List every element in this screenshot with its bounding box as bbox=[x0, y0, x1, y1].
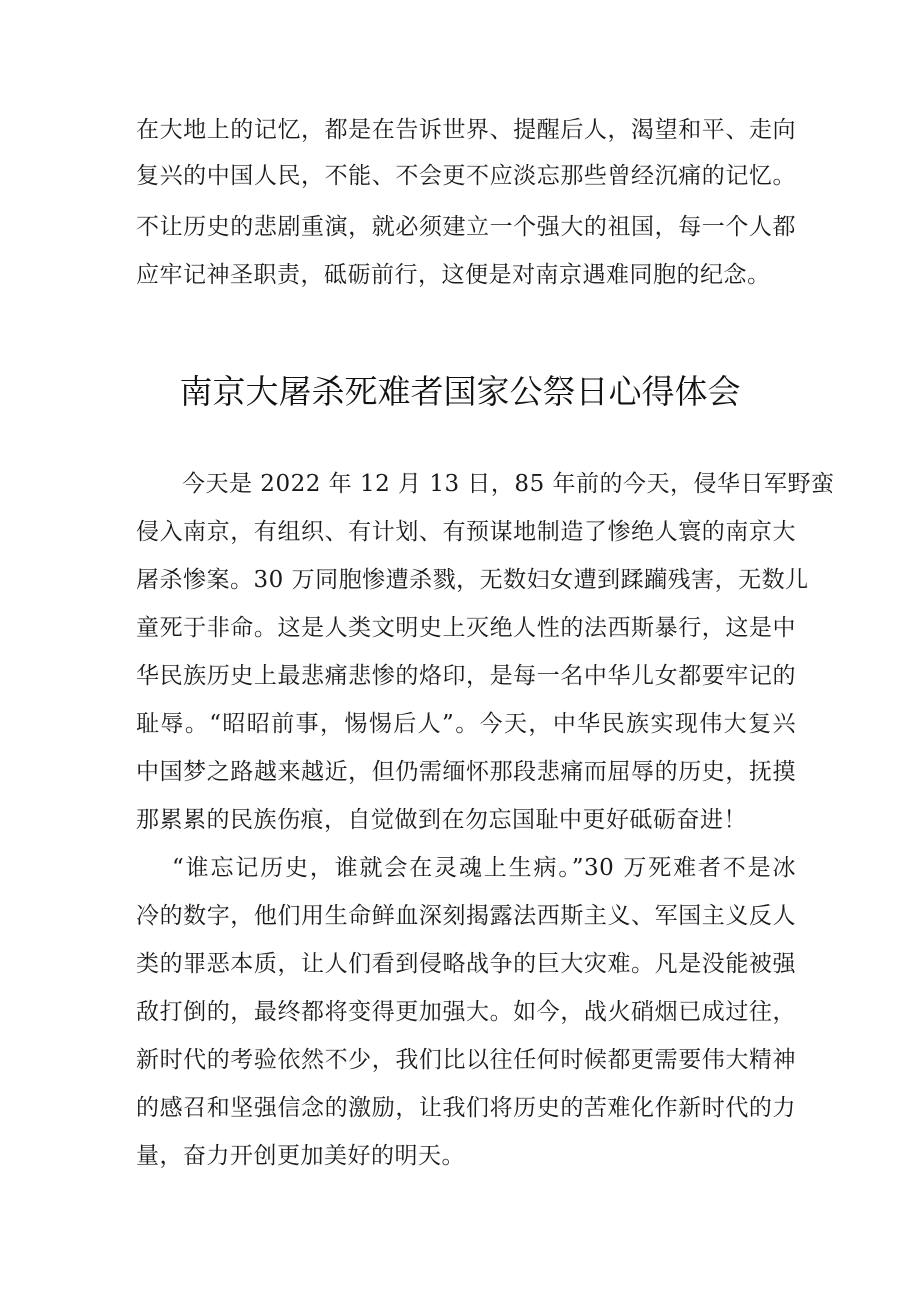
intro-line-2: 复兴的中国人民，不能、不会更不应淡忘那些曾经沉痛的记忆。 bbox=[136, 163, 796, 189]
p2-line-3: 类的罪恶本质，让人们看到侵略战争的巨大灾难。凡是没能被强 bbox=[136, 951, 796, 977]
p2-line-2: 冷的数字，他们用生命鲜血深刻揭露法西斯主义、军国主义反人 bbox=[136, 903, 796, 929]
p1-line-2: 侵入南京，有组织、有计划、有预谋地制造了惨绝人寰的南京大 bbox=[136, 519, 796, 545]
p2-line-1: “谁忘记历史，谁就会在灵魂上生病。”30 万死难者不是冰 bbox=[172, 855, 796, 881]
p1-line-5: 华民族历史上最悲痛悲惨的烙印，是每一名中华儿女都要牢记的 bbox=[136, 663, 796, 689]
intro-line-1: 在大地上的记忆，都是在告诉世界、提醒后人，渴望和平、走向 bbox=[136, 117, 796, 143]
p1-line-4: 童死于非命。这是人类文明史上灭绝人性的法西斯暴行，这是中 bbox=[136, 615, 796, 641]
p1-line-3: 屠杀惨案。30 万同胞惨遭杀戮，无数妇女遭到蹂躏残害，无数儿 bbox=[136, 567, 809, 593]
p2-line-6: 的感召和坚强信念的激励，让我们将历史的苦难化作新时代的力 bbox=[136, 1095, 796, 1121]
p1-line-1: 今天是 2022 年 12 月 13 日，85 年前的今天，侵华日军野蛮 bbox=[182, 471, 835, 497]
p1-line-8: 那累累的民族伤痕，自觉做到在勿忘国耻中更好砥砺奋进！ bbox=[136, 807, 747, 833]
intro-line-4: 应牢记神圣职责，砥砺前行，这便是对南京遇难同胞的纪念。 bbox=[136, 262, 771, 288]
p2-line-4: 敌打倒的，最终都将变得更加强大。如今，战火硝烟已成过往， bbox=[136, 999, 796, 1025]
p2-line-7: 量，奋力开创更加美好的明天。 bbox=[136, 1143, 465, 1169]
p2-line-5: 新时代的考验依然不少，我们比以往任何时候都更需要伟大精神 bbox=[136, 1047, 796, 1073]
intro-line-3: 不让历史的悲剧重演，就必须建立一个强大的祖国，每一个人都 bbox=[136, 214, 796, 240]
p1-line-7: 中国梦之路越来越近，但仍需缅怀那段悲痛而屈辱的历史，抚摸 bbox=[136, 759, 796, 785]
p1-line-6: 耻辱。“昭昭前事，惕惕后人”。今天，中华民族实现伟大复兴 bbox=[136, 711, 796, 737]
document-title: 南京大屠杀死难者国家公祭日心得体会 bbox=[179, 372, 741, 411]
